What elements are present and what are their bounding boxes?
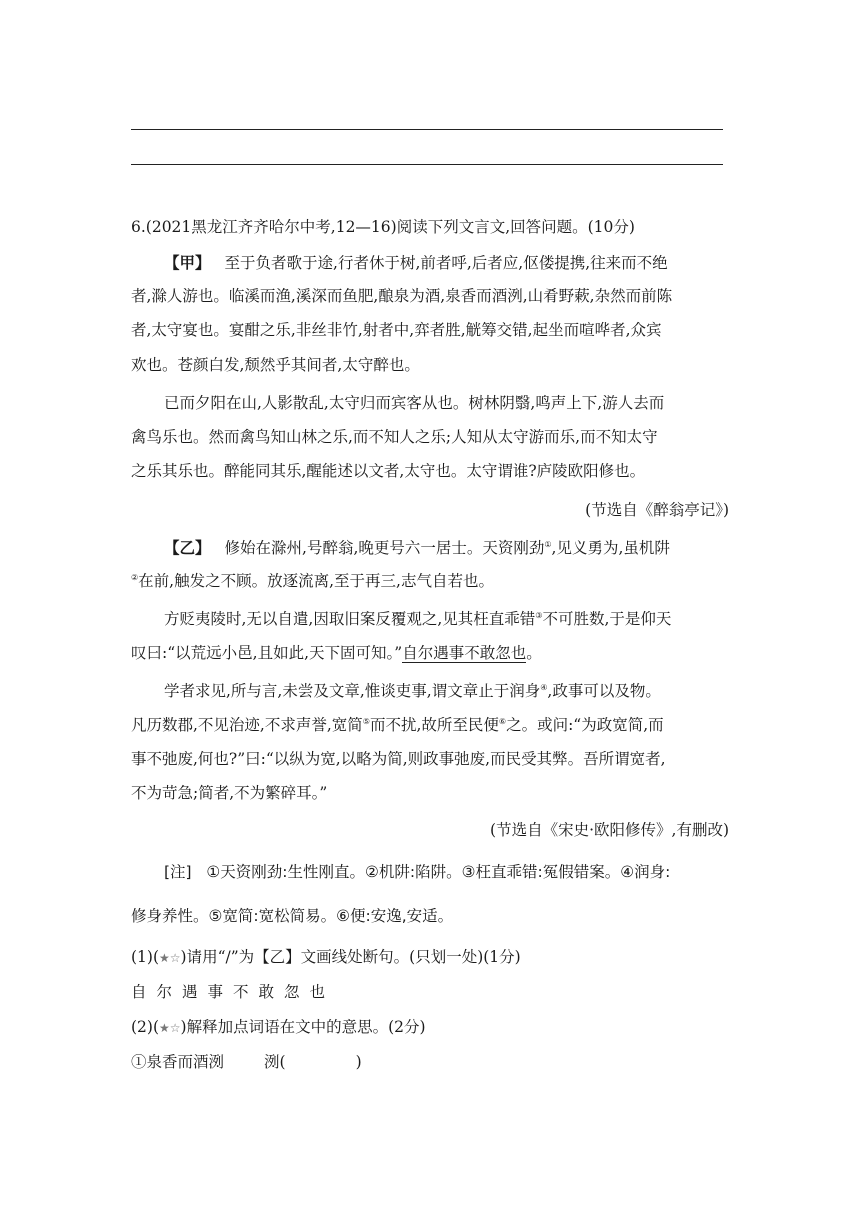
answer-line-1 [131,129,723,130]
yi-line-7: 事不弛废,何也?”曰:“以纵为宽,以略为简,则政事弛废,而民受其弊。吾所谓宽者, [131,750,666,768]
yi-line-4: 叹曰:“以荒远小邑,且如此,天下固可知。”自尔遇事不敢忽也。 [131,644,542,662]
yi-line-8: 不为苛急;简者,不为繁碎耳。” [131,784,328,802]
jia-line-4: 欢也。苍颜白发,颓然乎其间者,太守醉也。 [131,356,420,374]
yi-line-3: 方贬夷陵时,无以自遣,因取旧案反覆观之,见其枉直乖错③不可胜数,于是仰天 [164,610,672,628]
yi-line-6: 凡历数郡,不见治迹,不求声誉,宽简⑤而不扰,故所至民便⑥之。或问:“为政宽简,而 [131,716,664,734]
underlined-sentence: 自尔遇事不敢忽也 [402,644,527,662]
jia-line-3: 者,太守宴也。宴酣之乐,非丝非竹,射者中,弈者胜,觥筹交错,起坐而喧哗者,众宾 [131,321,662,339]
yi-source: (节选自《宋史·欧阳修传》,有删改) [490,821,729,839]
question-header: 6.(2021黑龙江齐齐哈尔中考,12—16)阅读下列文言文,回答问题。(10分) [131,218,635,236]
sub-question-1: (1)(★☆)请用“/”为【乙】文画线处断句。(只划一处)(1分) [131,948,521,966]
yi-line-1: 【乙】 修始在滁州,号醉翁,晚更号六一居士。天资刚劲①,见义勇为,虽机阱 [164,538,670,557]
jia-line-7: 之乐其乐也。醉能同其乐,醒能述以文者,太守也。太守谓谁?庐陵欧阳修也。 [131,462,646,480]
sub-question-2-item-1: ①泉香而酒洌 洌( ) [131,1053,362,1071]
difficulty-star-icon: ★☆ [159,1021,181,1035]
yi-line-2: ②在前,触发之不顾。放逐流离,至于再三,志气自若也。 [131,572,494,590]
jia-source: (节选自《醉翁亭记》) [585,501,729,519]
sub-question-2: (2)(★☆)解释加点词语在文中的意思。(2分) [131,1018,426,1036]
notes-line-2: 修身养性。⑤宽简:宽松简易。⑥便:安逸,安适。 [131,907,454,925]
jia-line-5: 已而夕阳在山,人影散乱,太守归而宾客从也。树林阴翳,鸣声上下,游人去而 [164,394,665,412]
yi-tag: 【乙】 [164,538,211,557]
yi-line-5: 学者求见,所与言,未尝及文章,惟谈吏事,谓文章止于润身④,政事可以及物。 [164,682,661,700]
jia-line-6: 禽鸟乐也。然而禽鸟知山林之乐,而不知人之乐;人知从太守游而乐,而不知太守 [131,428,658,446]
answer-line-2 [131,164,723,165]
jia-tag: 【甲】 [164,253,211,272]
sub-question-1-sentence: 自尔遇事不敢忽也 [131,983,336,1001]
difficulty-star-icon: ★☆ [159,951,181,965]
jia-line-2: 者,滁人游也。临溪而渔,溪深而鱼肥,酿泉为酒,泉香而酒洌,山肴野蔌,杂然而前陈 [131,287,673,305]
jia-line-1: 【甲】 至于负者歌于途,行者休于树,前者呼,后者应,伛偻提携,往来而不绝 [164,253,668,272]
notes-line-1: [注] ①天资刚劲:生性刚直。②机阱:陷阱。③枉直乖错:冤假错案。④润身: [164,863,671,881]
